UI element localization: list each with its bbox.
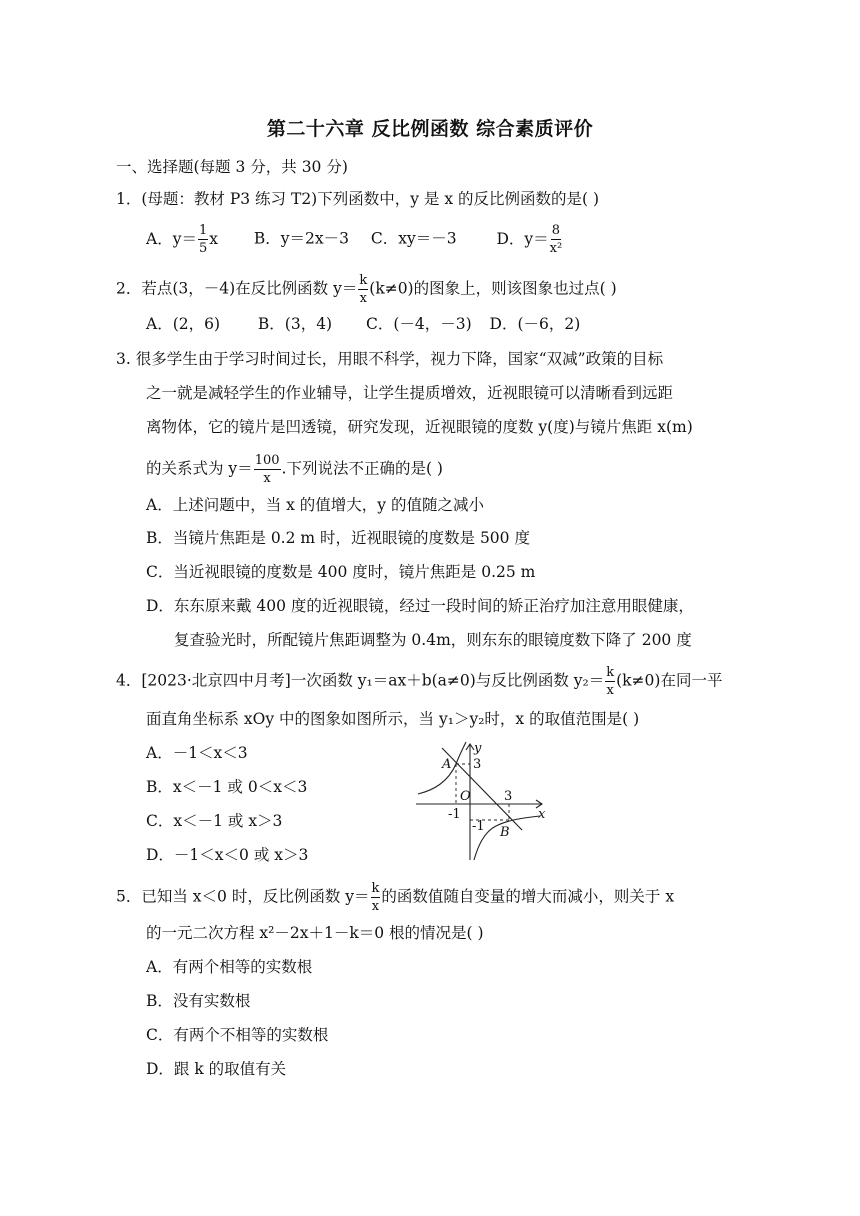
q4-option-c[interactable]: C．x＜－1 或 x＞3 <box>146 812 283 830</box>
q2-options <box>146 313 580 335</box>
q5-option-d[interactable]: D．跟 k 的取值有关 <box>146 1060 287 1078</box>
q3-option-b[interactable]: B．当镜片焦距是 0.2 m 时，近视眼镜的度数是 500 度 <box>146 529 530 547</box>
graph-point-a-label: A <box>442 757 452 772</box>
graph-point-b-label: B <box>500 825 510 840</box>
q3-line-2: 之一就是减轻学生的作业辅导，让学生提质增效，近视眼镜可以清晰看到远距 <box>146 384 674 402</box>
graph-x-tick-neg1: -1 <box>448 807 461 822</box>
q4-option-a[interactable]: A．－1＜x＜3 <box>146 744 248 762</box>
graph-x-axis-label: x <box>538 807 546 822</box>
q1-option-a[interactable]: A．y＝ $\frac{1}{5}$ x <box>146 223 218 256</box>
q2-option-b[interactable]: B．(3，4) <box>257 315 333 333</box>
q1-stem: 1．(母题：教材 P3 练习 T2)下列函数中，y 是 x 的反比例函数的是( ) <box>116 190 600 208</box>
q5-option-b[interactable]: B．没有实数根 <box>146 992 251 1010</box>
graph-origin-label: O <box>460 789 471 804</box>
q5-option-a[interactable]: A．有两个相等的实数根 <box>146 958 313 976</box>
q3-option-d-cont: 复查验光时，所配镜片焦距调整为 0.4m，则东东的眼镜度数下降了 200 度 <box>174 631 692 649</box>
section-heading: 一、选择题(每题 3 分，共 30 分) <box>116 158 348 176</box>
function-graph <box>412 738 552 864</box>
q1-option-d[interactable]: D．y＝ $\frac{8}{\text{x²}}$ <box>496 223 563 256</box>
graph-x-tick-3: 3 <box>504 789 513 804</box>
page-title: 第二十六章 反比例函数 综合素质评价 <box>266 118 594 140</box>
q3-line-4: 的关系式为 y＝ $\frac{100}{x}$ .下列说法不正确的是( ) <box>146 453 443 486</box>
q3-line-3: 离物体，它的镜片是凹透镜，研究发现，近视眼镜的度数 y(度)与镜片焦距 x(m) <box>146 418 693 436</box>
q5-line-2: 的一元二次方程 x²－2x＋1－k＝0 根的情况是( ) <box>146 924 484 942</box>
q5-option-c[interactable]: C．有两个不相等的实数根 <box>146 1026 329 1044</box>
q2-option-a[interactable]: A．(2，6) <box>146 315 221 333</box>
q3-option-d[interactable]: D．东东原来戴 400 度的近视眼镜，经过一段时间的矫正治疗加注意用眼健康， <box>146 597 694 615</box>
q4-option-d[interactable]: D．－1＜x＜0 或 x＞3 <box>146 846 309 864</box>
q3-option-c[interactable]: C．当近视眼镜的度数是 400 度时，镜片焦距是 0.25 m <box>146 563 536 581</box>
q3-line-1: 3. 很多学生由于学习时间过长，用眼不科学，视力下降，国家“双减”政策的目标 <box>116 350 664 368</box>
q2-option-d[interactable]: D．(－6，2) <box>489 315 581 333</box>
q3-option-a[interactable]: A．上述问题中，当 x 的值增大，y 的值随之减小 <box>146 496 484 514</box>
graph-y-tick-neg1: -1 <box>472 819 485 834</box>
q4-line-2: 面直角坐标系 xOy 中的图象如图所示，当 y₁＞y₂时，x 的取值范围是( ) <box>146 710 640 728</box>
q1-options <box>146 222 563 257</box>
q4-line-1: 4．[2023·北京四中月考]一次函数 y₁＝ax＋b(a≠0)与反比例函数 y₂＝ $\frac{k}{x}$ (k≠0)在同一平 <box>116 665 723 698</box>
q1-option-b[interactable]: B．y＝2x－3 <box>253 229 349 248</box>
q1-option-c[interactable]: C．xy＝－3 <box>370 229 457 248</box>
graph-y-axis-label: y <box>474 741 482 756</box>
q5-line-1: 5．已知当 x＜0 时，反比例函数 y＝ $\frac{k}{x}$ 的函数值随自变量的增大而减小，则关于 x <box>116 881 675 914</box>
graph-y-tick-3: 3 <box>473 757 482 772</box>
q2-stem: 2．若点(3，－4)在反比例函数 y＝ $\frac{k}{x}$ (k≠0)的图象上，则该图象也过点( ) <box>116 273 617 306</box>
q4-option-b[interactable]: B．x＜－1 或 0＜x＜3 <box>146 778 308 796</box>
q2-option-c[interactable]: C．(－4，－3) <box>365 315 472 333</box>
